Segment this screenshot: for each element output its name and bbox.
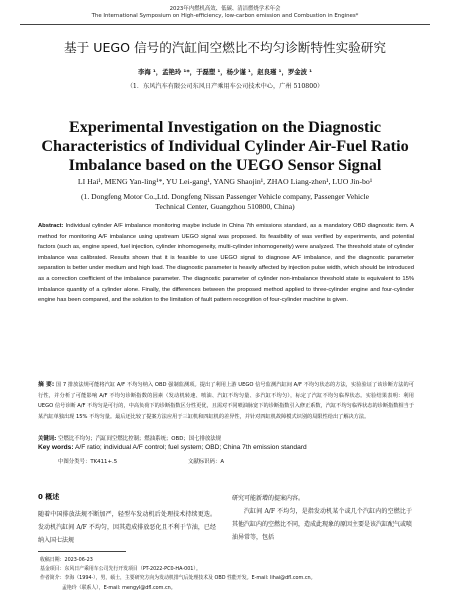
abstract-label: Abstract: bbox=[38, 223, 64, 229]
chinese-keywords-label: 关键词: bbox=[38, 436, 57, 442]
footnote-contact: 孟艳玲（联系人），E-mail: mengyl@dfl.com.cn。 bbox=[62, 584, 176, 591]
left-column bbox=[38, 492, 216, 547]
chinese-authors: 李海 ¹，孟艳玲 ¹*，于磊塑 ¹，杨少谨 ¹，赵良瑾 ¹，罗金波 ¹ bbox=[137, 68, 313, 76]
footnote-author: 作者简介：李海（1994·），男，硕士，主要研究方向为发动机排气后处理技术及 OBD 性能开发。E-mail: lihai@dfl.com.cn。 bbox=[40, 575, 316, 582]
english-affiliation-line2: Technical Center, Guangzhou 510800, China) bbox=[155, 202, 295, 211]
abstract-text: Individual cylinder A/F imbalance monitoring maybe include in China 7th emissions standard, as a mandatory OBD diagnostic item. A method for monitoring A/F imbalance using upstream UEGO signal was proposed. Its feasibility of was verified by experiments, and potential factors (such as, engine speed, fuel injection, cylinder inhomogeneity, multi-cylinder inhomogeneity) were analyzed. The threshold state of cylinder imbalance was calibrated. Results shown that it is feasible to use UEGO signal to diagnose A/F imbalance, and the diagnostic parameter separation is better under medium and high load. The diagnostic parameter is heavily affected by injection pulse width, which should be introduced as a correction coefficient of the imbalance parameter. The diagnostic parameter of cylinder non-imbalance threshold state is equivalent to 15% imbalance quantity of a cylinder alone. Finally, the differences between the proposed method applied to three-cylinder engine and four-cylinder engine has been compared, and the solution to the limitation of fault pattern recognition of four-cylinder machine is given. bbox=[38, 223, 414, 304]
chinese-abstract-text: 国 7 排放法规可能将汽缸 A/F 不均匀纳入 OBD 强制监测项。提出了利用上游 UEGO 信号监测汽缸间 A/F 不均匀状态的方法，实验验证了该诊断方法的可行性，并分析了可能影响 A/F 不均匀诊断指数的因素（发动机转速、喷油、汽缸不均匀量、多汽缸不均匀），标定了汽缸不均匀临界状态。实验结果表明：利用 UEGO 信号诊断 A/F 不均匀是可行的，中高负荷下的诊断指数区分性更优，且需对不同喷油脉宽下的诊断指数引入修正系数，汽缸不均匀临界状态的诊断指数相当于某汽缸单独出现 15% 不均匀量。最后还比较了提案方法应用于三缸机和四缸机的差异性，并针对四缸机故障模式识别的局限性给出了解决方法。 bbox=[38, 382, 414, 420]
header-line-en: The International Symposium on High-efficiency, low-carbon emission and Combustion in Engines* bbox=[91, 13, 359, 19]
intro-paragraph-right-1: 研究可能新增的提案内容。 bbox=[232, 495, 305, 502]
header-line-cn: 2023年内燃机高效、低碳、清洁燃烧学术年会 bbox=[169, 6, 281, 12]
header-rule bbox=[20, 24, 430, 25]
english-abstract bbox=[38, 221, 414, 306]
section-heading: 0 概述 bbox=[38, 493, 60, 501]
english-keywords-text: A/F ratio; individual A/F control; fuel system; OBD; China 7th emission standard bbox=[75, 444, 307, 451]
chinese-title: 基于 UEGO 信号的汽缸间空燃比不均匀诊断特性实验研究 bbox=[64, 40, 386, 55]
intro-paragraph-right-2: 汽缸间 A/F 不均匀，是指发动机某个或几个汽缸内的空燃比于其他汽缸内的空燃比不同，造成此现象的原因主要是该汽缸配气或喷油异常等，包括 bbox=[232, 508, 413, 541]
english-keywords bbox=[38, 444, 414, 451]
document-code: 文献标识码：A bbox=[188, 459, 225, 465]
chinese-affiliation: （1．东风汽车有限公司东风日产乘用车公司技术中心，广州 510800） bbox=[126, 83, 324, 90]
intro-paragraph-left: 随着中国排放法规不断加严，轻型车发动机后处理技术持续更迭。发动机汽缸间 A/F 不均匀，因其造成排放恶化且不利于节油，已经纳入国七法规 bbox=[38, 511, 216, 544]
chinese-abstract bbox=[38, 380, 414, 422]
running-header bbox=[20, 6, 430, 20]
english-authors: LI Hai¹, MENG Yan-ling¹*, YU Lei-gang¹, YANG Shaojin¹, ZHAO Liang-zhen¹, LUO Jin-bo¹ bbox=[77, 177, 373, 186]
classification-line bbox=[58, 457, 388, 465]
english-keywords-label: Key words: bbox=[38, 444, 74, 451]
english-affiliation-line1: (1. Dongfeng Motor Co.,Ltd. Dongfeng Nissan Passenger Vehicle company, Passenger Vehicle bbox=[81, 192, 369, 201]
clc-number: 中图分类号：TK411+.5 bbox=[58, 459, 118, 465]
english-affiliation bbox=[20, 192, 430, 212]
footnote-received: 收稿日期：2023-06-23 bbox=[40, 557, 93, 563]
chinese-keywords bbox=[38, 434, 414, 442]
footnote-fund: 基金项目：东风日产乘用车公司先行开发项目（PT-2022-PC0-HA-001）。 bbox=[40, 566, 201, 573]
footnote-rule bbox=[38, 551, 126, 552]
chinese-keywords-text: 空燃比不均匀；汽缸间空燃比控制；燃油系统；OBD；国七排放法规 bbox=[58, 436, 222, 442]
footnotes bbox=[40, 556, 420, 593]
right-column bbox=[232, 492, 412, 544]
english-title: Experimental Investigation on the Diagnostic Characteristics of Individual Cylinder Air-Fuel Ratio Imbalance based on the UEGO Sensor Signal bbox=[41, 118, 409, 174]
chinese-abstract-label: 摘 要: bbox=[38, 382, 55, 388]
